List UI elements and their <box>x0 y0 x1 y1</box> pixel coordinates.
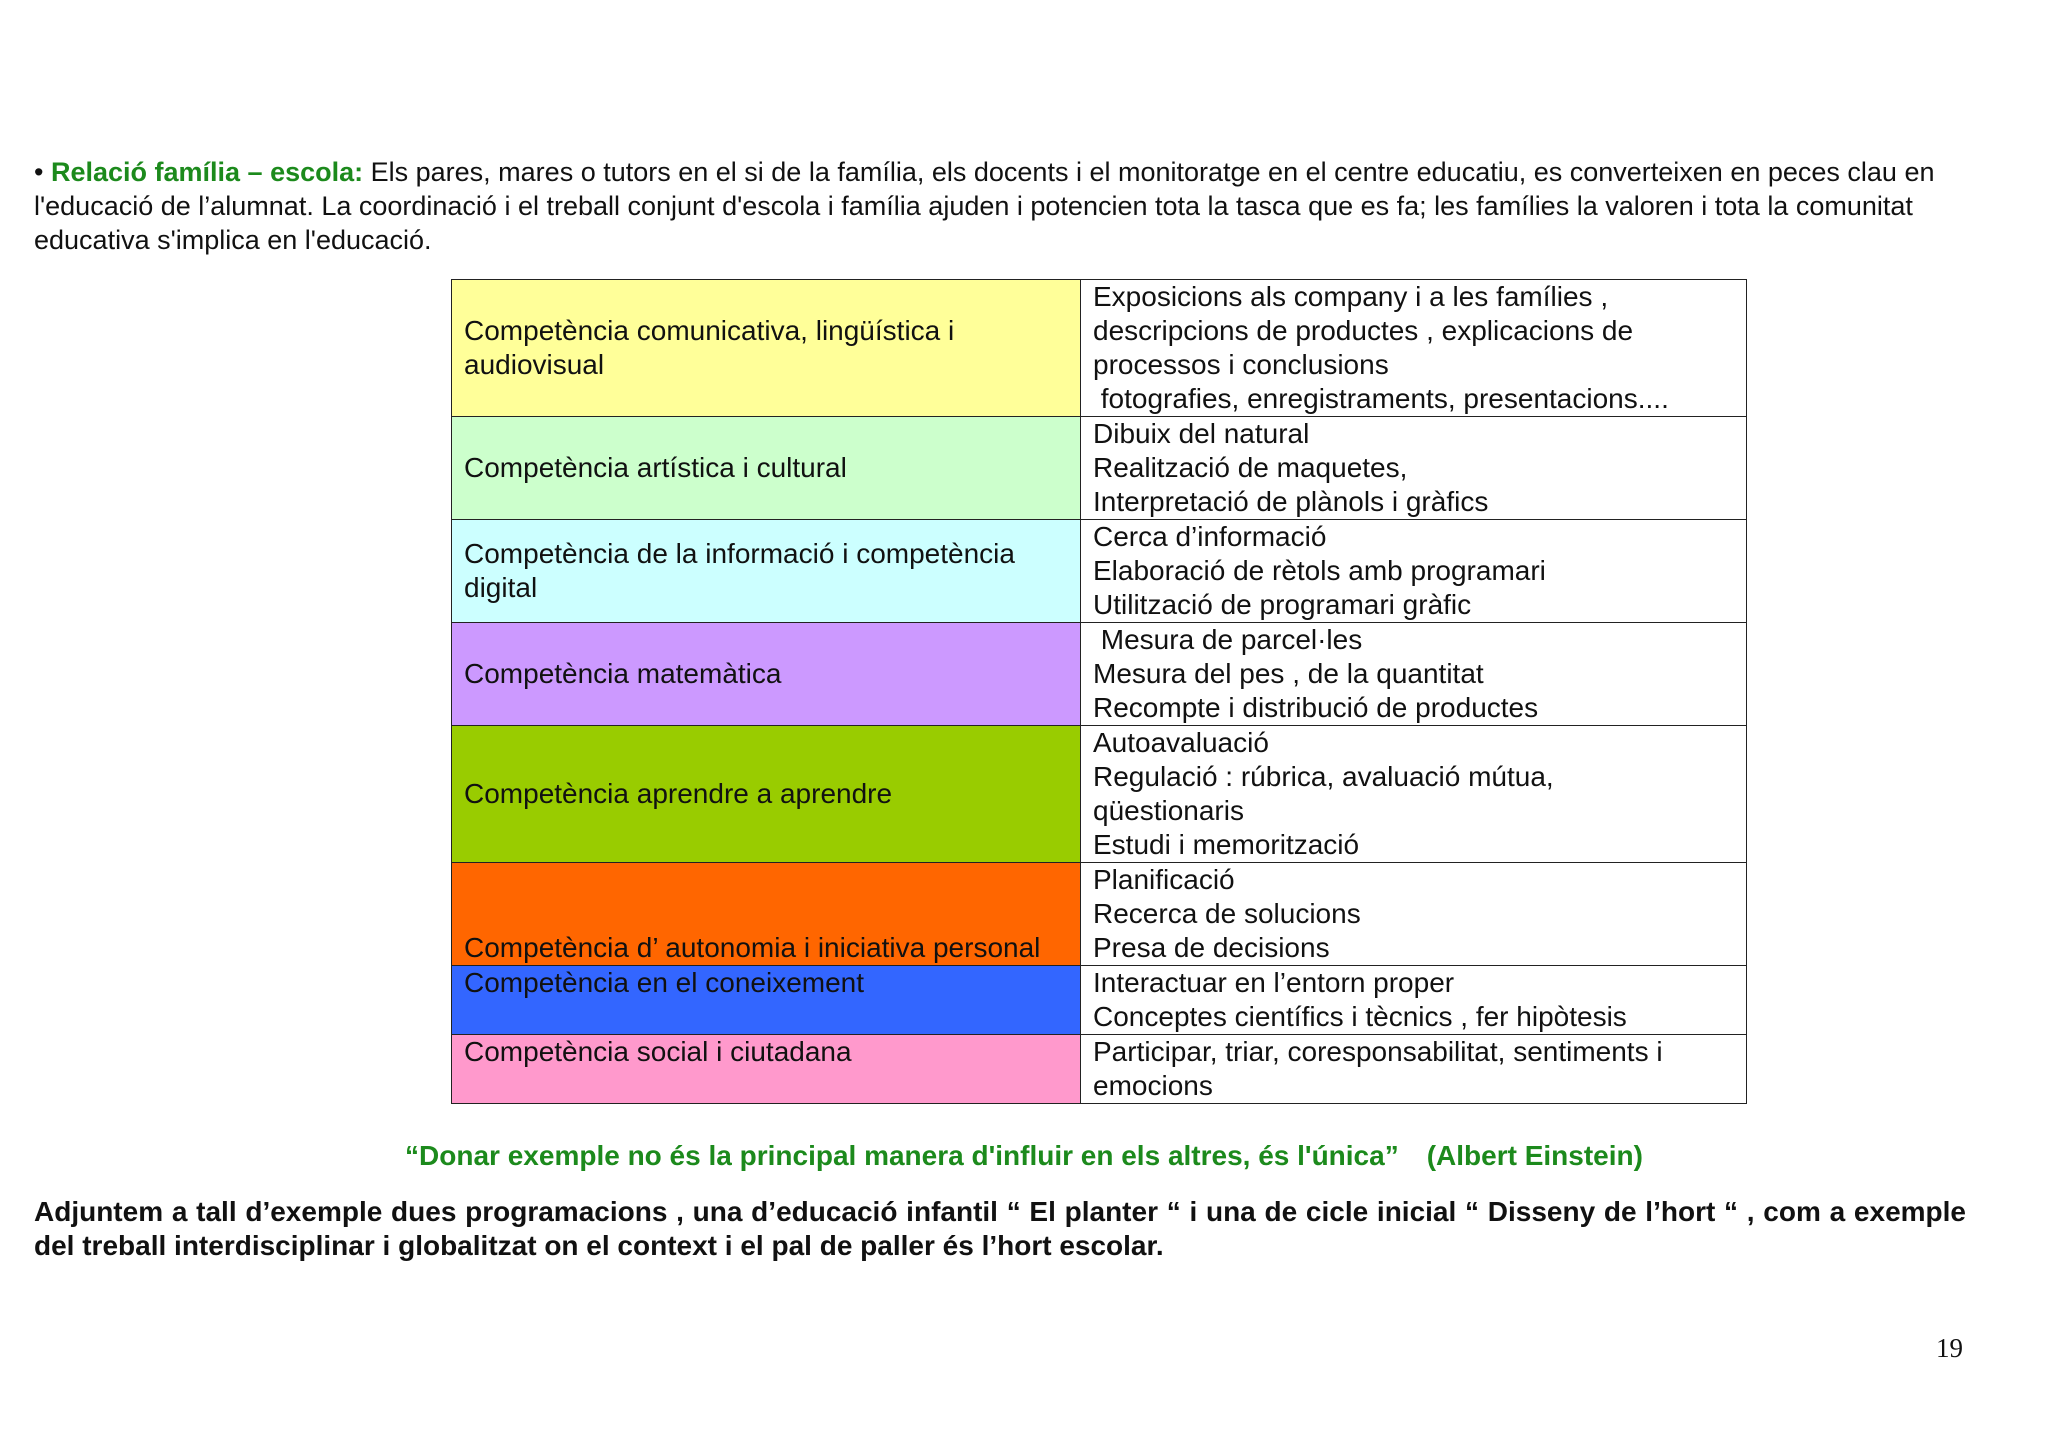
competency-activities <box>1081 280 1747 417</box>
competency-activities <box>1081 520 1747 623</box>
activity-line: Autoavaluació <box>1093 727 1269 758</box>
quote-text: “Donar exemple no és la principal manera d'influir en els altres, és l'única” <box>405 1140 1399 1171</box>
competencies-table <box>451 279 1747 1104</box>
competency-activities <box>1081 623 1747 726</box>
competency-activities <box>1081 863 1747 966</box>
intro-paragraph <box>34 155 1974 257</box>
intro-text: Els pares, mares o tutors en el si de la família, els docents i el monitoratge en el centre educatiu, es converteixen en peces clau en l'educació de l’alumnat. La coordinació i el treball conjunt d'escola i família ajuden i potencien tota la tasca que es fa; les famílies la valoren i tota la comunitat educativa s'implica en l'educació. <box>34 157 1935 255</box>
activity-line: fotografies, enregistraments, presentacions.... <box>1093 383 1669 414</box>
competency-row <box>452 726 1747 863</box>
competency-name: Competència social i ciutadana <box>452 1035 1081 1104</box>
activity-line: descripcions de productes , explicacions de <box>1093 315 1634 346</box>
competency-activities <box>1081 1035 1747 1104</box>
bullet: • <box>34 157 44 187</box>
activity-line: Planificació <box>1093 864 1235 895</box>
activity-line: Mesura de parcel·les <box>1093 624 1363 655</box>
page-number: 19 <box>1936 1333 1963 1363</box>
competency-row <box>452 623 1747 726</box>
activity-line: emocions <box>1093 1070 1213 1101</box>
competency-name: Competència de la informació i competència digital <box>452 520 1081 623</box>
competency-activities <box>1081 417 1747 520</box>
activity-line: Participar, triar, coresponsabilitat, sentiments i <box>1093 1036 1663 1067</box>
competency-row <box>452 280 1747 417</box>
activity-line: Dibuix del natural <box>1093 418 1310 449</box>
activity-line: Realització de maquetes, <box>1093 452 1408 483</box>
quote-author: (Albert Einstein) <box>1426 1140 1643 1171</box>
competency-row <box>452 863 1747 966</box>
competency-activities <box>1081 726 1747 863</box>
activity-line: Cerca d’informació <box>1093 521 1327 552</box>
competency-activities <box>1081 966 1747 1035</box>
competency-name: Competència aprendre a aprendre <box>452 726 1081 863</box>
competency-row <box>452 1035 1747 1104</box>
activity-line: qüestionaris <box>1093 795 1244 826</box>
competency-name: Competència comunicativa, lingüística i audiovisual <box>452 280 1081 417</box>
activity-line: Conceptes científics i tècnics , fer hipòtesis <box>1093 1001 1627 1032</box>
activity-line: Presa de decisions <box>1093 932 1330 963</box>
activity-line: Exposicions als company i a les famílies , <box>1093 281 1609 312</box>
activity-line: Interactuar en l’entorn proper <box>1093 967 1455 998</box>
activity-line: Recerca de solucions <box>1093 898 1361 929</box>
competency-name: Competència matemàtica <box>452 623 1081 726</box>
activity-line: Recompte i distribució de productes <box>1093 692 1539 723</box>
closing-paragraph: Adjuntem a tall d’exemple dues programacions , una d’educació infantil “ El planter “ i una de cicle inicial “ Disseny de l’hort “ , com a exemple del treball interdisciplinar i globalitzat on el context i el pal de paller és l’hort escolar. <box>34 1196 1966 1261</box>
activity-line: Elaboració de rètols amb programari <box>1093 555 1546 586</box>
activity-line: processos i conclusions <box>1093 349 1389 380</box>
competency-name: Competència artística i cultural <box>452 417 1081 520</box>
activity-line: Mesura del pes , de la quantitat <box>1093 658 1484 689</box>
activity-line: Regulació : rúbrica, avaluació mútua, <box>1093 761 1554 792</box>
activity-line: Utilització de programari gràfic <box>1093 589 1472 620</box>
intro-heading: Relació família – escola: <box>50 157 364 187</box>
competency-row <box>452 966 1747 1035</box>
activity-line: Estudi i memorització <box>1093 829 1360 860</box>
competency-row <box>452 520 1747 623</box>
competency-name: Competència en el coneixement <box>452 966 1081 1035</box>
competency-name: Competència d’ autonomia i iniciativa personal <box>452 863 1081 966</box>
quote <box>0 1140 2048 1172</box>
competency-row <box>452 417 1747 520</box>
activity-line: Interpretació de plànols i gràfics <box>1093 486 1489 517</box>
